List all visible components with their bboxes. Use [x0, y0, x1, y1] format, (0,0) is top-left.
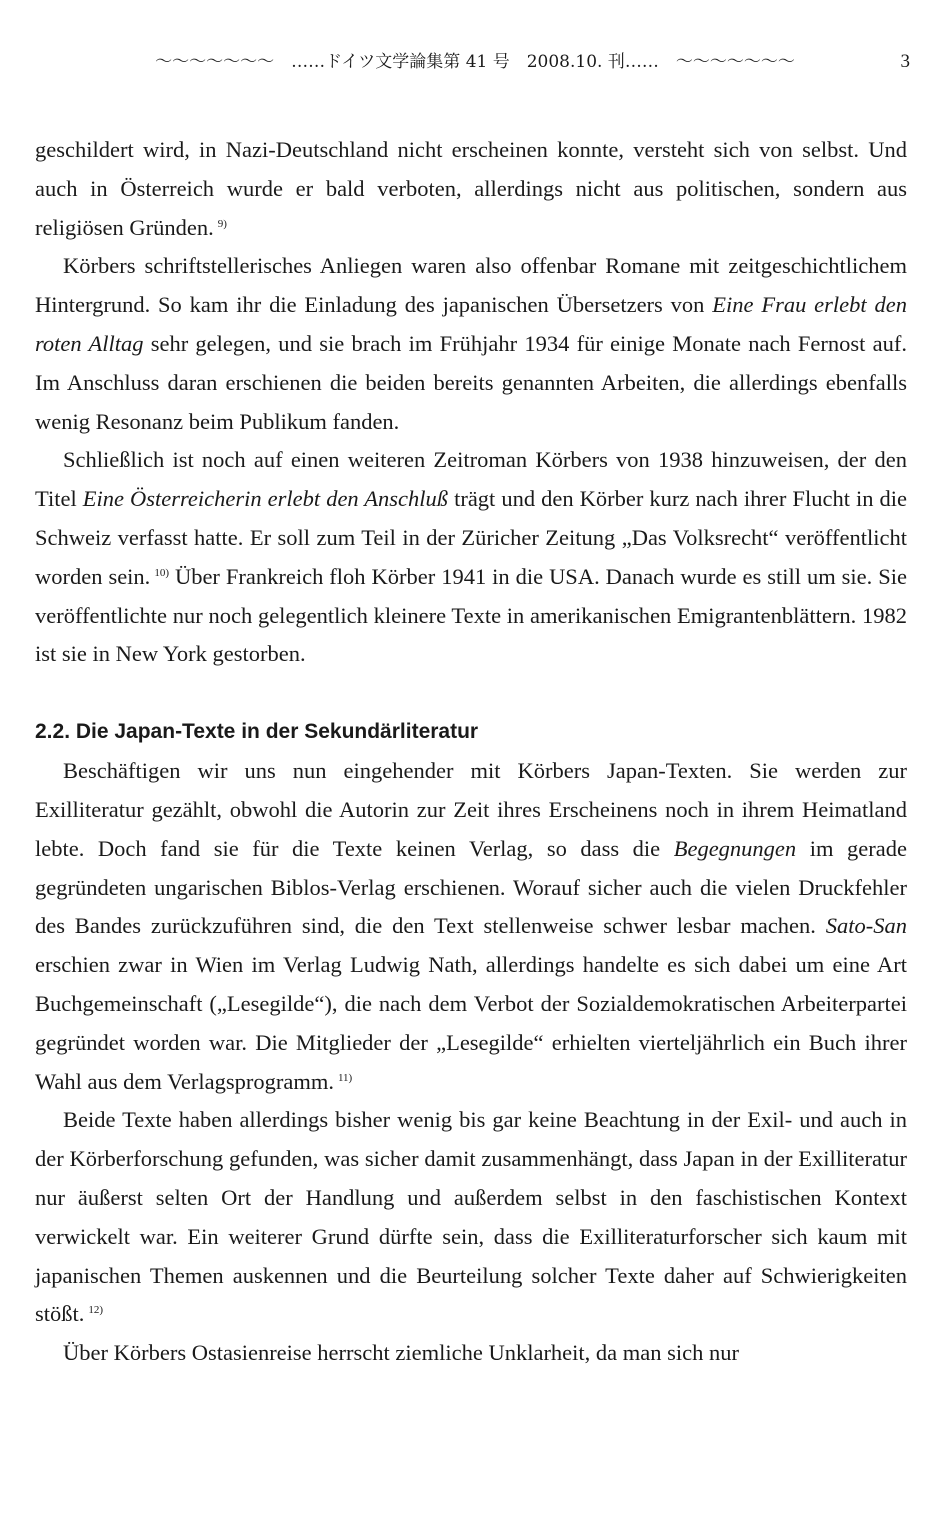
running-title: 〜〜〜〜〜〜〜 ……ドイツ文学論集第 41 号 2008.10. 刊…… 〜〜〜〜〜〜〜 — [155, 52, 795, 72]
book-title: Eine Frau erlebt den roten Alltag — [35, 292, 907, 356]
page-header — [0, 48, 950, 76]
paragraph — [35, 441, 907, 674]
text-run: trägt und den Körber kurz nach ihrer Flucht in die Schweiz verfasst hatte. Er soll zum Teil in der Züricher Zeitung „Das Volksrecht“ veröffentlicht worden sein. — [35, 486, 907, 589]
book-title: Sato-San — [825, 913, 907, 939]
book-title: Eine Österreicherin erlebt den Anschluß — [82, 486, 449, 512]
text-run: erschien zwar in Wien im Verlag Ludwig Nath, allerdings handelte es sich dabei um eine Art Buchgemeinschaft („Lesegilde“), die nach dem Verbot der Sozialdemokratischen Arbeiterpartei gegründet worden war. Die Mitglieder der „Lesegilde“ erhielten vierteljährlich ein Buch ihrer Wahl aus dem Verlagsprogramm. — [35, 952, 907, 1094]
text-run: geschildert wird, in Nazi-Deutschland nicht erscheinen konnte, versteht sich von selbst. Und auch in Österreich wurde er bald verboten, allerdings nicht aus politischen, sondern aus religiösen Gründen. — [35, 137, 907, 240]
text-run: Beschäftigen wir uns nun eingehender mit Körbers Japan-Texten. Sie werden zur Exilliteratur gezählt, obwohl die Autorin zur Zeit ihres Erscheinens noch in ihrem Heimatland lebte. Doch fand sie für die Texte keinen Verlag, so dass die — [35, 758, 907, 861]
text-run: sehr gelegen, und sie brach im Frühjahr 1934 für einige Monate nach Fernost auf. Im Anschluss daran erschienen die beiden bereits genannten Arbeiten, die allerdings ebenfalls wenig Resonanz beim Publikum fanden. — [35, 330, 907, 434]
footnote-marker: 9) — [217, 217, 227, 230]
paragraph — [35, 131, 907, 247]
text-run: Beide Texte haben allerdings bisher wenig bis gar keine Beachtung in der Exil- und auch in der Körberforschung gefunden, was sicher damit zusammenhängt, dass Japan in der Exilliteratur nur äußerst selten Ort der Handlung und außerdem selbst in den faschistischen Kontext verwickelt war. Ein weiterer Grund dürfte sein, dass die Exilliteraturforscher sich kaum mit japanischen Themen auskennen und die Beurteilung solcher Texte daher auf Schwierigkeiten stößt. — [35, 1107, 907, 1327]
footnote-marker: 12) — [88, 1304, 104, 1317]
text-run: Körbers schriftstellerisches Anliegen waren also offenbar Romane mit zeitgeschichtlichem Hintergrund. So kam ihr die Einladung des japanischen Übersetzers von — [35, 253, 907, 318]
paragraph — [35, 1101, 907, 1334]
paragraph — [35, 1334, 907, 1373]
text-run: Über Körbers Ostasienreise herrscht ziemliche Unklarheit, da man sich nur — [63, 1340, 740, 1366]
section-heading: 2.2. Die Japan-Texte in der Sekundärliteratur — [35, 720, 479, 744]
main-text — [35, 131, 907, 1373]
page-number: 3 — [900, 51, 910, 72]
book-title: Begegnungen — [673, 835, 797, 861]
paragraph — [35, 247, 907, 441]
text-run: Über Frankreich floh Körber 1941 in die USA. Danach wurde es still um sie. Sie veröffentlichte nur noch gelegentlich kleinere Texte in amerikanischen Emigrantenblättern. 1982 ist sie in New York gestorben. — [35, 563, 907, 667]
text-run: im gerade gegründeten ungarischen Biblos-Verlag erschienen. Worauf sicher auch die vielen Druckfehler des Bandes zurückzuführen sind, die den Text stellenweise schwer lesbar machen. — [35, 835, 907, 939]
paragraph — [35, 752, 907, 1101]
footnote-marker: 10) — [154, 566, 169, 579]
footnote-marker: 11) — [337, 1071, 353, 1084]
text-run: Schließlich ist noch auf einen weiteren Zeitroman Körbers von 1938 hinzuweisen, der den Titel — [35, 447, 907, 512]
